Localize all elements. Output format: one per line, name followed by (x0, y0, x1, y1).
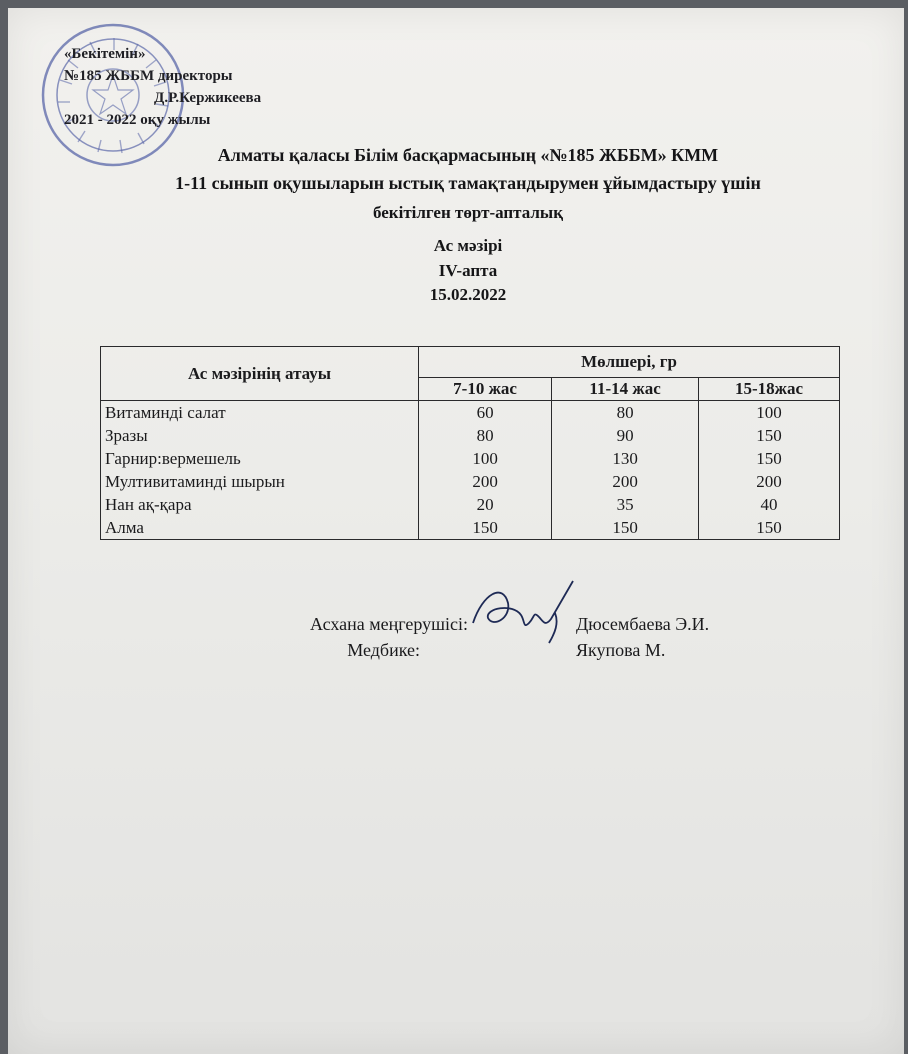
amount-11-14: 80 (552, 401, 699, 425)
page-title: Ас мәзірі (433, 236, 503, 255)
table-header-row (101, 347, 840, 378)
table-row (101, 470, 840, 493)
amount-15-18: 40 (699, 493, 840, 516)
nurse-name: Якупова М. (576, 640, 666, 660)
dish-name: Зразы (101, 424, 419, 447)
amount-7-10: 100 (419, 447, 552, 470)
table-row (101, 401, 840, 425)
amount-11-14: 150 (552, 516, 699, 540)
role-nurse: Медбике: (347, 640, 420, 660)
amount-11-14: 200 (552, 470, 699, 493)
column-header-age-11-14: 11-14 жас (552, 378, 699, 401)
document-page (8, 8, 904, 1054)
handwritten-signature-icon (463, 573, 593, 648)
canteen-head-name: Дюсембаева Э.И. (576, 614, 710, 634)
column-header-amount: Мөлшері, гр (419, 347, 840, 378)
dish-name: Нан ақ-қара (101, 493, 419, 516)
approval-director-name: Д.Р.Кержикеева (154, 90, 262, 106)
amount-15-18: 200 (699, 470, 840, 493)
column-header-name: Ас мәзірінің атауы (101, 347, 419, 401)
amount-15-18: 150 (699, 447, 840, 470)
amount-15-18: 150 (699, 424, 840, 447)
table-row (101, 493, 840, 516)
amount-7-10: 60 (419, 401, 552, 425)
signature-roles (268, 611, 468, 663)
table-row (101, 447, 840, 470)
dish-name: Витаминді салат (101, 401, 419, 425)
role-canteen-head: Асхана меңгерушісі: (310, 614, 468, 634)
column-header-age-15-18: 15-18жас (699, 378, 840, 401)
header-approved: бекітілген төрт-апталық (372, 203, 563, 222)
week-label: IV-апта (438, 261, 498, 280)
amount-11-14: 35 (552, 493, 699, 516)
amount-15-18: 150 (699, 516, 840, 540)
header-organization: Алматы қаласы Білім басқармасының «№185 ЖББМ» КММ (217, 145, 719, 165)
amount-11-14: 130 (552, 447, 699, 470)
dish-name: Мултивитаминді шырын (101, 470, 419, 493)
approval-position: №185 ЖББМ директоры (64, 68, 233, 84)
date-label: 15.02.2022 (429, 285, 507, 304)
amount-11-14: 90 (552, 424, 699, 447)
table-row (101, 516, 840, 540)
amount-7-10: 80 (419, 424, 552, 447)
menu-table (100, 346, 840, 540)
table-row (101, 424, 840, 447)
dish-name: Алма (101, 516, 419, 540)
amount-15-18: 100 (699, 401, 840, 425)
amount-7-10: 200 (419, 470, 552, 493)
amount-7-10: 150 (419, 516, 552, 540)
approval-title: «Бекітемін» (64, 46, 146, 62)
amount-7-10: 20 (419, 493, 552, 516)
approval-academic-year: 2021 - 2022 оқу жылы (64, 112, 211, 128)
column-header-age-7-10: 7-10 жас (419, 378, 552, 401)
approval-block (64, 43, 261, 131)
dish-name: Гарнир:вермешель (101, 447, 419, 470)
signature-names (576, 611, 709, 663)
header-purpose: 1-11 сынып оқушыларын ыстық тамақтандырумен ұйымдастыру үшін (175, 173, 761, 193)
